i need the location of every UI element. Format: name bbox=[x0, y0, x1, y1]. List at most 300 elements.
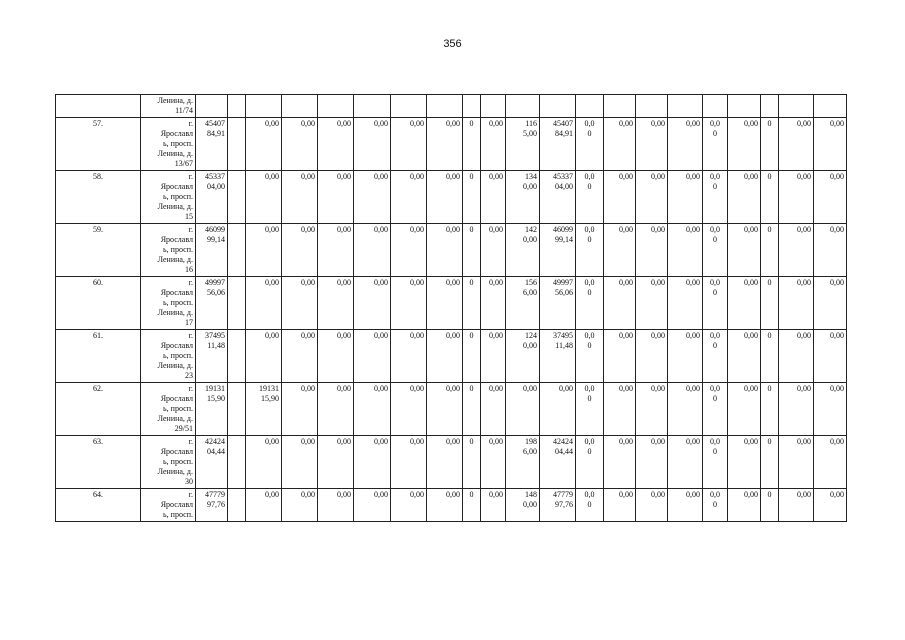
table-cell bbox=[703, 330, 728, 383]
cell-line: 04,00 bbox=[207, 182, 225, 191]
table-cell bbox=[246, 171, 282, 224]
table-cell bbox=[540, 436, 576, 489]
table-cell bbox=[228, 118, 246, 171]
table-cell bbox=[427, 95, 463, 118]
cell-line: 0 bbox=[713, 447, 717, 456]
table-cell: 0,00 bbox=[391, 436, 427, 489]
table-cell: 0,00 bbox=[814, 489, 847, 522]
table-cell: 0 bbox=[463, 277, 481, 330]
table-cell: 0,00 bbox=[427, 277, 463, 330]
cell-line: 0,00 bbox=[523, 341, 537, 350]
table-cell bbox=[228, 224, 246, 277]
table-cell: 0,00 bbox=[318, 330, 354, 383]
cell-line: 0,0 bbox=[584, 331, 595, 340]
cell-line: 04,44 bbox=[555, 447, 573, 456]
cell-line: Ярославл bbox=[160, 182, 193, 191]
table-cell: 0 bbox=[761, 436, 779, 489]
table-cell: 0,00 bbox=[427, 436, 463, 489]
table-cell: 0,00 bbox=[668, 224, 703, 277]
table-cell: 0,00 bbox=[604, 224, 636, 277]
table-cell: 0,00 bbox=[779, 489, 814, 522]
table-cell bbox=[703, 118, 728, 171]
table-cell: 0,00 bbox=[814, 330, 847, 383]
cell-line: 142 bbox=[525, 225, 537, 234]
table-cell: 0,00 bbox=[604, 171, 636, 224]
cell-line: 45407 bbox=[553, 119, 573, 128]
cell-line: 42424 bbox=[553, 437, 573, 446]
cell-line: 47779 bbox=[553, 490, 573, 499]
table-cell: 0,00 bbox=[354, 224, 391, 277]
cell-line: 0,0 bbox=[584, 119, 595, 128]
table-cell bbox=[246, 118, 282, 171]
row-number-cell: 63. bbox=[56, 436, 141, 489]
table-cell bbox=[228, 277, 246, 330]
table-cell bbox=[540, 330, 576, 383]
cell-line: 0 bbox=[587, 182, 592, 191]
cell-line: 45407 bbox=[205, 119, 225, 128]
table-cell bbox=[540, 383, 576, 436]
table-cell: 0 bbox=[463, 118, 481, 171]
table-cell bbox=[540, 118, 576, 171]
table-cell bbox=[228, 436, 246, 489]
address-cell bbox=[141, 330, 196, 383]
cell-line: 97,76 bbox=[207, 500, 225, 509]
table-cell bbox=[703, 436, 728, 489]
cell-line: 0 bbox=[587, 341, 592, 350]
table-cell: 0 bbox=[463, 383, 481, 436]
table-cell bbox=[576, 171, 604, 224]
table-row bbox=[56, 489, 847, 522]
cell-line: 6,00 bbox=[523, 447, 537, 456]
table-cell: 0,00 bbox=[318, 436, 354, 489]
cell-line: г. bbox=[188, 172, 193, 181]
cell-line: 56,06 bbox=[207, 288, 225, 297]
cell-line: Ленина, д. bbox=[157, 202, 193, 211]
cell-line: 17 bbox=[185, 318, 193, 327]
table-row bbox=[56, 171, 847, 224]
cell-line: 13/67 bbox=[174, 159, 193, 168]
table-cell: 0,00 bbox=[668, 330, 703, 383]
table-cell bbox=[703, 224, 728, 277]
table-cell: 0,00 bbox=[779, 224, 814, 277]
table-cell bbox=[246, 224, 282, 277]
cell-line: 0,0 bbox=[710, 331, 720, 340]
cell-line: г. bbox=[188, 119, 193, 128]
table-row bbox=[56, 118, 847, 171]
table-cell: 0,00 bbox=[668, 489, 703, 522]
table-cell: 0,00 bbox=[427, 383, 463, 436]
table-cell bbox=[506, 118, 540, 171]
cell-line: ь, просп. bbox=[163, 351, 193, 360]
cell-line: 124 bbox=[525, 331, 537, 340]
table-cell bbox=[246, 489, 282, 522]
table-cell bbox=[604, 95, 636, 118]
cell-line: Ленина, д. bbox=[157, 149, 193, 158]
cell-line: Ленина, д. bbox=[157, 96, 193, 105]
cell-line: Ярославл bbox=[160, 447, 193, 456]
table-cell: 0,00 bbox=[481, 489, 506, 522]
table-cell: 0,00 bbox=[354, 171, 391, 224]
cell-line: Ярославл bbox=[160, 394, 193, 403]
table-cell bbox=[540, 95, 576, 118]
cell-line: Ярославл bbox=[160, 288, 193, 297]
total-cell bbox=[196, 383, 228, 436]
page-number: 356 bbox=[443, 38, 462, 50]
cell-line: 0,00 bbox=[523, 235, 537, 244]
cell-line: 97,76 bbox=[555, 500, 573, 509]
table-row bbox=[56, 224, 847, 277]
cell-line: 0 bbox=[587, 500, 592, 509]
table-cell bbox=[282, 95, 318, 118]
table-cell bbox=[703, 171, 728, 224]
table-cell: 0 bbox=[761, 277, 779, 330]
table-cell bbox=[728, 95, 761, 118]
cell-line: 0 bbox=[713, 394, 717, 403]
address-cell bbox=[141, 383, 196, 436]
cell-line: 99,14 bbox=[555, 235, 573, 244]
table-cell: 0,00 bbox=[604, 489, 636, 522]
cell-line: 0 bbox=[713, 235, 717, 244]
table-cell: 0,00 bbox=[728, 277, 761, 330]
table-cell: 0,00 bbox=[814, 436, 847, 489]
table-cell bbox=[540, 171, 576, 224]
cell-line: 0 bbox=[713, 129, 717, 138]
cell-line: 0,0 bbox=[710, 119, 720, 128]
cell-line: 15,90 bbox=[261, 394, 279, 403]
cell-line: 19131 bbox=[259, 384, 279, 393]
table-cell: 0,00 bbox=[481, 436, 506, 489]
table-cell: 0 bbox=[463, 224, 481, 277]
table-cell bbox=[506, 383, 540, 436]
cell-line: 0,0 bbox=[584, 172, 595, 181]
table-cell: 0,00 bbox=[814, 383, 847, 436]
table-cell bbox=[703, 95, 728, 118]
row-number-cell: 59. bbox=[56, 224, 141, 277]
table-cell: 0 bbox=[463, 171, 481, 224]
table-row bbox=[56, 436, 847, 489]
cell-line: 16 bbox=[185, 265, 193, 274]
cell-line: 0,0 bbox=[710, 225, 720, 234]
table-cell bbox=[576, 224, 604, 277]
table-cell: 0 bbox=[761, 330, 779, 383]
table-cell bbox=[540, 489, 576, 522]
table-cell bbox=[56, 95, 141, 118]
cell-line: 116 bbox=[525, 119, 537, 128]
cell-line: Ярославл bbox=[160, 129, 193, 138]
table-cell: 0,00 bbox=[282, 224, 318, 277]
cell-line: 6,00 bbox=[523, 288, 537, 297]
table-cell bbox=[506, 436, 540, 489]
table-cell bbox=[463, 95, 481, 118]
table-cell: 0,00 bbox=[354, 436, 391, 489]
table-cell: 0,00 bbox=[636, 224, 668, 277]
row-number-cell: 57. bbox=[56, 118, 141, 171]
cell-line: 0 bbox=[713, 500, 717, 509]
table-cell bbox=[246, 330, 282, 383]
table-cell bbox=[703, 383, 728, 436]
table-cell bbox=[391, 95, 427, 118]
table-cell bbox=[576, 436, 604, 489]
cell-line: ь, просп. bbox=[163, 510, 193, 519]
address-cell bbox=[141, 171, 196, 224]
cell-line: 0,0 bbox=[710, 172, 720, 181]
table-cell bbox=[506, 277, 540, 330]
cell-line: 46099 bbox=[205, 225, 225, 234]
table-cell: 0,00 bbox=[354, 118, 391, 171]
cell-line: ь, просп. bbox=[163, 192, 193, 201]
table-row-continuation bbox=[56, 95, 847, 118]
table-cell: 0,00 bbox=[354, 489, 391, 522]
table-cell: 0,00 bbox=[282, 277, 318, 330]
table-cell bbox=[246, 277, 282, 330]
cell-line: 15,90 bbox=[207, 394, 225, 403]
cell-line: Ленина, д. bbox=[157, 467, 193, 476]
table-cell bbox=[506, 224, 540, 277]
table-cell: 0,00 bbox=[481, 277, 506, 330]
cell-line: ь, просп. bbox=[163, 298, 193, 307]
cell-line: 11,48 bbox=[207, 341, 225, 350]
table-cell: 0,00 bbox=[282, 171, 318, 224]
cell-line: 15 bbox=[185, 212, 193, 221]
cell-line: Ленина, д. bbox=[157, 361, 193, 370]
table-cell: 0,00 bbox=[427, 171, 463, 224]
cell-line: 0,0 bbox=[710, 437, 720, 446]
cell-line: 0,00 bbox=[265, 331, 279, 340]
table-cell: 0,00 bbox=[391, 118, 427, 171]
table-cell: 0,00 bbox=[668, 118, 703, 171]
table-cell bbox=[761, 95, 779, 118]
table-cell: 0,00 bbox=[391, 330, 427, 383]
cell-line: 134 bbox=[525, 172, 537, 181]
table-cell: 0 bbox=[463, 436, 481, 489]
table-cell: 0,00 bbox=[779, 330, 814, 383]
table-cell: 0,00 bbox=[427, 118, 463, 171]
cell-line: 0,00 bbox=[265, 490, 279, 499]
table-cell bbox=[354, 95, 391, 118]
table-cell bbox=[779, 95, 814, 118]
cell-line: 37495 bbox=[205, 331, 225, 340]
table-cell: 0,00 bbox=[814, 118, 847, 171]
cell-line: 0,00 bbox=[559, 384, 573, 393]
table-row bbox=[56, 330, 847, 383]
table-cell bbox=[576, 118, 604, 171]
cell-line: г. bbox=[188, 437, 193, 446]
cell-line: 0,00 bbox=[523, 182, 537, 191]
table-cell: 0,00 bbox=[604, 277, 636, 330]
cell-line: 47779 bbox=[205, 490, 225, 499]
cell-line: 84,91 bbox=[207, 129, 225, 138]
table-cell: 0 bbox=[761, 118, 779, 171]
total-cell bbox=[196, 436, 228, 489]
cell-line: 49997 bbox=[205, 278, 225, 287]
cell-line: 11,48 bbox=[555, 341, 573, 350]
table-cell bbox=[540, 224, 576, 277]
cell-line: 5,00 bbox=[523, 129, 537, 138]
table-cell: 0,00 bbox=[728, 489, 761, 522]
table-row bbox=[56, 277, 847, 330]
cell-line: 0,00 bbox=[523, 384, 537, 393]
total-cell bbox=[196, 330, 228, 383]
table-cell: 0,00 bbox=[779, 383, 814, 436]
cell-line: 46099 bbox=[553, 225, 573, 234]
table-cell: 0,00 bbox=[728, 171, 761, 224]
table-cell bbox=[318, 95, 354, 118]
table-cell bbox=[668, 95, 703, 118]
address-cell bbox=[141, 436, 196, 489]
cell-line: 156 bbox=[525, 278, 537, 287]
table-cell bbox=[246, 95, 282, 118]
table-cell bbox=[141, 95, 196, 118]
table-cell: 0,00 bbox=[636, 171, 668, 224]
cell-line: 0 bbox=[587, 129, 592, 138]
cell-line: г. bbox=[188, 384, 193, 393]
data-table bbox=[55, 94, 847, 522]
table-cell: 0 bbox=[463, 489, 481, 522]
row-number-cell: 64. bbox=[56, 489, 141, 522]
table-cell: 0,00 bbox=[604, 383, 636, 436]
cell-line: 0,0 bbox=[584, 437, 595, 446]
cell-line: 37495 bbox=[553, 331, 573, 340]
table-cell bbox=[481, 95, 506, 118]
table-cell: 0,00 bbox=[391, 277, 427, 330]
table-cell: 0,00 bbox=[481, 118, 506, 171]
table-cell: 0,00 bbox=[779, 171, 814, 224]
table-cell: 0,00 bbox=[779, 277, 814, 330]
table-cell bbox=[228, 489, 246, 522]
table-cell bbox=[228, 171, 246, 224]
cell-line: Ярославл bbox=[160, 500, 193, 509]
cell-line: 49997 bbox=[553, 278, 573, 287]
cell-line: 45337 bbox=[553, 172, 573, 181]
table-cell bbox=[246, 436, 282, 489]
cell-line: 0,00 bbox=[523, 500, 537, 509]
cell-line: 19131 bbox=[205, 384, 225, 393]
address-cell bbox=[141, 224, 196, 277]
cell-line: г. bbox=[188, 331, 193, 340]
cell-line: 0,0 bbox=[710, 278, 720, 287]
cell-line: 56,06 bbox=[555, 288, 573, 297]
table-cell: 0,00 bbox=[318, 171, 354, 224]
cell-line: 11/74 bbox=[175, 106, 193, 115]
table-cell: 0,00 bbox=[636, 383, 668, 436]
table-cell: 0 bbox=[761, 489, 779, 522]
table-cell: 0,00 bbox=[391, 489, 427, 522]
table-cell bbox=[576, 277, 604, 330]
table-cell bbox=[576, 489, 604, 522]
cell-line: Ярославл bbox=[160, 235, 193, 244]
table-cell bbox=[636, 95, 668, 118]
table-cell: 0,00 bbox=[427, 489, 463, 522]
cell-line: 45337 bbox=[205, 172, 225, 181]
row-number-cell: 60. bbox=[56, 277, 141, 330]
table-cell: 0 bbox=[761, 224, 779, 277]
table-cell: 0,00 bbox=[354, 277, 391, 330]
cell-line: 0,0 bbox=[584, 490, 595, 499]
cell-line: ь, просп. bbox=[163, 139, 193, 148]
table-cell: 0,00 bbox=[282, 118, 318, 171]
cell-line: г. bbox=[188, 225, 193, 234]
table-cell bbox=[228, 95, 246, 118]
table-cell: 0 bbox=[761, 383, 779, 436]
table-cell: 0,00 bbox=[427, 330, 463, 383]
table-cell: 0,00 bbox=[282, 330, 318, 383]
table-cell bbox=[576, 330, 604, 383]
table-row bbox=[56, 383, 847, 436]
row-number-cell: 61. bbox=[56, 330, 141, 383]
table-cell: 0,00 bbox=[728, 224, 761, 277]
table-cell: 0,00 bbox=[318, 277, 354, 330]
cell-line: 0 bbox=[587, 288, 592, 297]
table-cell bbox=[576, 95, 604, 118]
table-cell: 0,00 bbox=[427, 224, 463, 277]
table-cell bbox=[506, 171, 540, 224]
table-cell: 0 bbox=[761, 171, 779, 224]
total-cell bbox=[196, 118, 228, 171]
table-cell: 0,00 bbox=[604, 118, 636, 171]
cell-line: 0 bbox=[587, 394, 592, 403]
row-number-cell: 58. bbox=[56, 171, 141, 224]
cell-line: 84,91 bbox=[555, 129, 573, 138]
cell-line: ь, просп. bbox=[163, 404, 193, 413]
cell-line: ь, просп. bbox=[163, 245, 193, 254]
cell-line: 99,14 bbox=[207, 235, 225, 244]
table-cell: 0,00 bbox=[282, 489, 318, 522]
table-cell bbox=[506, 330, 540, 383]
table-cell: 0,00 bbox=[668, 171, 703, 224]
cell-line: 148 bbox=[525, 490, 537, 499]
table-body bbox=[56, 95, 847, 522]
cell-line: 0,00 bbox=[265, 172, 279, 181]
table-cell: 0,00 bbox=[668, 383, 703, 436]
total-cell bbox=[196, 224, 228, 277]
cell-line: 0 bbox=[587, 235, 592, 244]
cell-line: 0 bbox=[713, 288, 717, 297]
table-cell: 0,00 bbox=[391, 383, 427, 436]
cell-line: 0,0 bbox=[584, 384, 595, 393]
table-cell bbox=[228, 383, 246, 436]
table-cell bbox=[703, 489, 728, 522]
table-cell: 0,00 bbox=[636, 330, 668, 383]
table-cell: 0,00 bbox=[481, 383, 506, 436]
table-cell: 0,00 bbox=[728, 383, 761, 436]
cell-line: 0,00 bbox=[265, 225, 279, 234]
table-cell: 0,00 bbox=[814, 224, 847, 277]
cell-line: 04,00 bbox=[555, 182, 573, 191]
table-cell: 0,00 bbox=[354, 330, 391, 383]
table-cell: 0,00 bbox=[391, 171, 427, 224]
cell-line: 0,0 bbox=[710, 384, 720, 393]
table-cell: 0,00 bbox=[318, 224, 354, 277]
table-cell: 0,00 bbox=[668, 436, 703, 489]
table-cell: 0,00 bbox=[318, 383, 354, 436]
cell-line: 0 bbox=[587, 447, 592, 456]
table-cell bbox=[196, 95, 228, 118]
cell-line: 0,0 bbox=[710, 490, 720, 499]
table-cell bbox=[576, 383, 604, 436]
cell-line: 04,44 bbox=[207, 447, 225, 456]
address-cell bbox=[141, 118, 196, 171]
table-cell: 0,00 bbox=[318, 489, 354, 522]
table-cell bbox=[703, 277, 728, 330]
cell-line: 42424 bbox=[205, 437, 225, 446]
table-cell: 0,00 bbox=[636, 118, 668, 171]
table-cell: 0,00 bbox=[318, 118, 354, 171]
table-cell: 0,00 bbox=[779, 118, 814, 171]
cell-line: 0 bbox=[713, 182, 717, 191]
table-cell: 0,00 bbox=[282, 383, 318, 436]
cell-line: 0,0 bbox=[584, 278, 595, 287]
cell-line: г. bbox=[188, 278, 193, 287]
